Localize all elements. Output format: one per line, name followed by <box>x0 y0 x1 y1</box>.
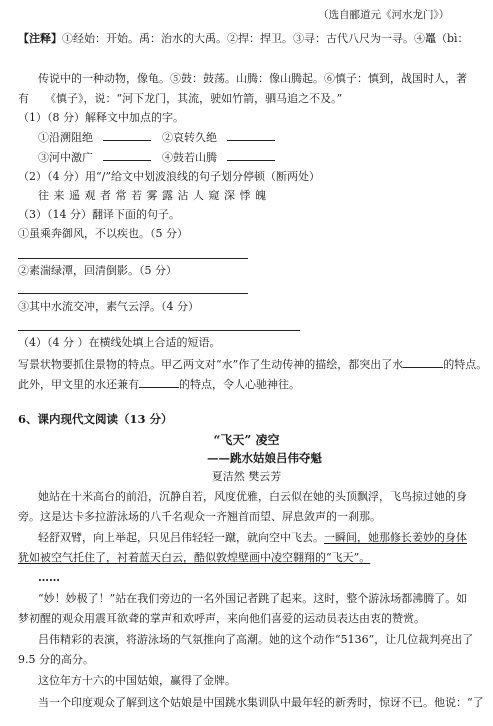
q1-item-1 <box>38 129 151 145</box>
q4-line-2-text: 此外，甲文里的水还兼有 <box>18 378 139 391</box>
q4-heading: （4）（4 分 ）在横线处填上合适的短语。 <box>18 336 221 349</box>
q3-sentence-2: ②素湍绿潭，回清倒影。（5 分） <box>18 264 177 277</box>
q4-line-1-text: 写景状物要抓住景物的特点。甲乙两文对“水”作了生动传神的描绘，都突出了水 <box>18 358 404 371</box>
q1-item-2-text: ②哀转久绝 <box>162 131 217 144</box>
notes-line-1 <box>18 32 469 46</box>
q4-line-1-end: 的特点。 <box>443 358 488 371</box>
q3-answer-line-2[interactable] <box>18 293 248 294</box>
notes-text-3a: 有 <box>18 92 29 105</box>
paragraph-4-line-1: 吕伟精彩的表演，将游泳场的气氛推向了高潮。她的这个动作“5136”，让几位裁判亮出了 <box>38 633 474 646</box>
q1-item-3-text: ③河中激广 <box>38 151 93 164</box>
q3-answer-line-1[interactable] <box>18 258 248 259</box>
q4-line-2 <box>18 376 300 392</box>
paragraph-3-line-2: 梦初醒的观众用震耳欲聋的掌声和欢呼声，来向他们喜爱的运动员表达由衷的赞赏。 <box>18 612 425 625</box>
notes-text-1: ①经始：开始。禹：治水的大禹。②捍：捍卫。③寻：古代八尺为一寻。④鼉（bì： <box>62 32 469 45</box>
q3-sentence-3: ③其中水流交冲，素气云浮。（4 分） <box>18 300 199 313</box>
q1-answer-blank-4[interactable] <box>227 149 275 161</box>
paragraph-2-plain: 轻舒双臂，向上举起，只见吕伟轻轻一蹴，就向空中飞去。 <box>38 531 324 544</box>
paragraph-1-line-1: 她站在十米高台的前沿，沉静自若，风度优雅，白云似在她的头顶飘浮，飞鸟掠过她的身 <box>38 490 467 503</box>
paragraph-1-line-2: 旁。这是达卡多拉游泳场的八千名观众一齐翘首而望、屏息敛声的一刹那。 <box>18 510 381 523</box>
q1-answer-blank-2[interactable] <box>227 129 275 141</box>
notes-text-3b: 《慎子》，说：“河下龙门，其流，驶如竹箭，驷马追之不及。” <box>45 92 343 105</box>
q3-heading: （3）（14 分）翻译下面的句子。 <box>18 208 180 221</box>
paragraph-2-line-1 <box>38 531 467 545</box>
paragraph-5: 这位年方十六的中国姑娘，赢得了金牌。 <box>38 674 236 687</box>
q2-sentence: 往 来 遥 观 者 常 若 雾 露 沾 人 窥 深 悸 魄 <box>38 189 267 202</box>
notes-line-3 <box>18 92 342 106</box>
q1-item-3 <box>38 149 151 165</box>
article-subtitle: ——跳水姑娘吕伟夺魁 <box>207 451 322 465</box>
section-6-heading: 6、课内现代文阅读（13 分） <box>18 412 173 426</box>
q4-answer-blank-1[interactable] <box>403 356 443 368</box>
q1-answer-blank-1[interactable] <box>103 129 151 141</box>
q2-heading: （2）（4 分）用“/”给文中划波浪线的句子划分停顿（断两处） <box>18 170 320 183</box>
q1-item-4 <box>162 149 275 165</box>
q1-heading: （1）（8 分）解释文中加点的字。 <box>18 111 184 124</box>
q3-sentence-1: ①虽乘奔御风，不以疾也。（5 分） <box>18 227 188 240</box>
paragraph-6: 当一个印度观众了解到这个姑娘是中国跳水集训队中最年轻的新秀时，惊讶不已。他说：“了 <box>38 696 484 709</box>
article-authors: 夏洁然 樊云芳 <box>211 470 282 483</box>
ellipsis: …… <box>38 571 60 584</box>
q1-item-1-text: ①沿溯阻绝 <box>38 131 93 144</box>
article-title: “飞天” 凌空 <box>213 433 280 447</box>
paragraph-4-line-2: 9.5 分的高分。 <box>18 653 94 666</box>
paragraph-2-underlined-1: 一瞬间，她那修长姜妙的身体 <box>324 531 467 544</box>
q4-line-1 <box>18 356 487 372</box>
notes-line-2: 传说中的一种动物，像龟。⑤鼓：鼓荡。山腾：像山腾起。⑥慎子：慎到，战国时人，著 <box>38 72 467 85</box>
q1-item-2 <box>162 129 275 145</box>
q4-answer-blank-2[interactable] <box>139 376 179 388</box>
paragraph-2-underlined-2: 犹如被空气托住了，衬着蓝天白云，酷似敦煌壁画中凌空翱翔的“飞天”。 <box>18 551 371 564</box>
source-citation: （选自郦道元《河水龙门》） <box>318 9 450 21</box>
q3-answer-line-3[interactable] <box>18 330 300 331</box>
q4-line-2-end: 的特点，令人心驰神往。 <box>179 378 300 391</box>
q1-answer-blank-3[interactable] <box>103 149 151 161</box>
paragraph-3-line-1: “妙！妙极了！”站在我们旁边的一名外国记者跳了起来。这时，整个游泳场都沸腾了。如 <box>38 592 468 605</box>
notes-label: 【注释】 <box>18 32 62 45</box>
q1-item-4-text: ④鼓若山腾 <box>162 151 217 164</box>
